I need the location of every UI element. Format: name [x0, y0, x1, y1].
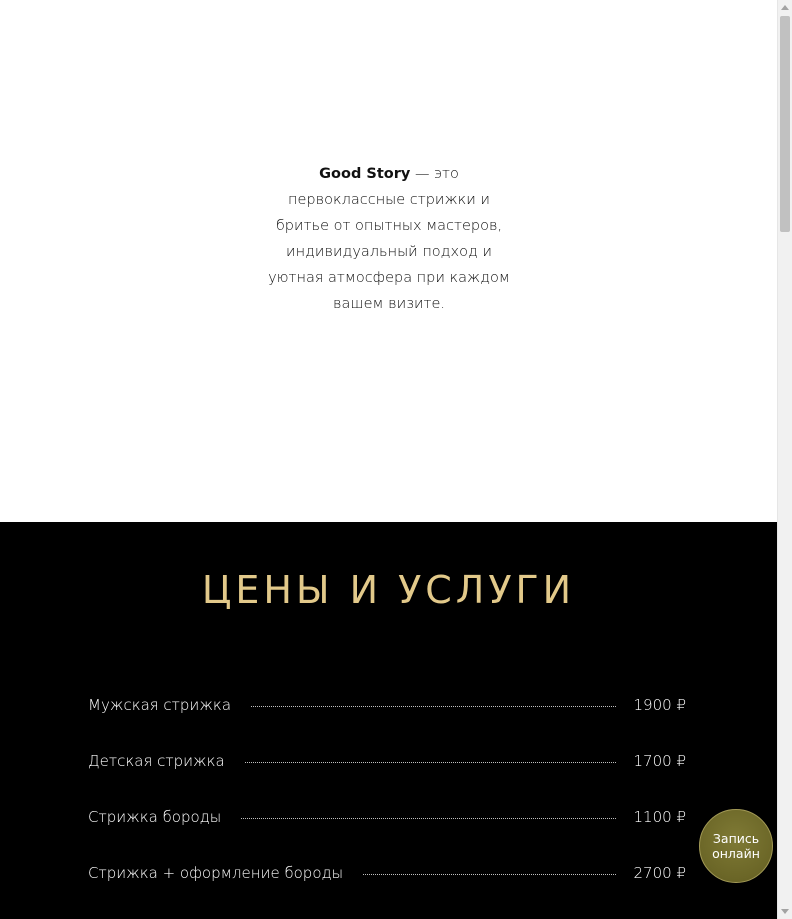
service-price: 1900 ₽: [633, 696, 686, 714]
service-name: Стрижка бороды: [88, 808, 222, 826]
service-price: 1700 ₽: [633, 752, 686, 770]
prices-section: [0, 522, 777, 919]
dotted-leader: [241, 818, 615, 819]
service-name: Детская стрижка: [88, 752, 225, 770]
dotted-leader: [363, 874, 615, 875]
scrollbar-thumb[interactable]: [780, 16, 790, 232]
service-price: 2700 ₽: [633, 864, 686, 882]
service-name: Мужская стрижка: [88, 696, 232, 714]
service-price: 1100 ₽: [633, 808, 686, 826]
intro-paragraph: [268, 161, 510, 317]
price-row: [88, 693, 686, 717]
dotted-leader: [251, 706, 615, 707]
dotted-leader: [245, 762, 616, 763]
page-scrollbar[interactable]: [777, 0, 792, 919]
book-online-label: Запись онлайн: [712, 831, 760, 861]
price-row: [88, 805, 686, 829]
scroll-down-arrow-icon[interactable]: [781, 909, 789, 914]
scroll-up-arrow-icon[interactable]: [781, 5, 789, 10]
intro-description: — это первоклассные стрижки и бритье от опытных мастеров, индивидуальный подход и уютная атмосфера при каждом вашем визите.: [268, 166, 510, 312]
prices-title: ЦЕНЫ И УСЛУГИ: [201, 568, 576, 612]
price-row: [88, 749, 686, 773]
book-online-button[interactable]: [699, 809, 773, 883]
price-list: [88, 693, 686, 917]
brand-name: Good Story: [319, 166, 411, 182]
price-row: [88, 861, 686, 885]
service-name: Стрижка + оформление бороды: [88, 864, 344, 882]
